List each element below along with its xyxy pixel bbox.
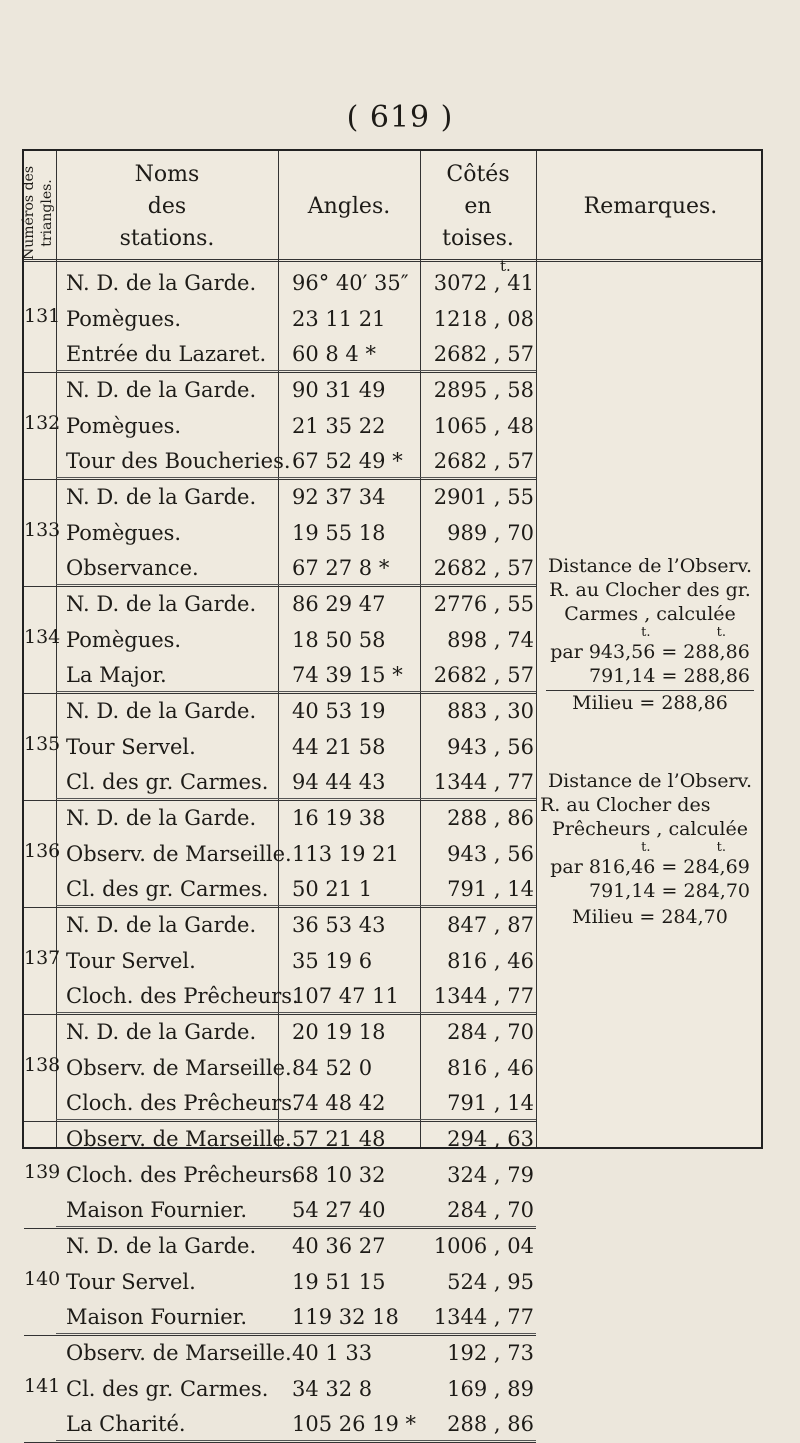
angle-value: 40 36 27 — [292, 1234, 386, 1258]
station-name: Maison Fournier. — [66, 1198, 248, 1222]
station-name: Observ. de Marseille. — [66, 1055, 292, 1080]
row-rule — [56, 798, 536, 799]
side-value: 2682 , 57 — [433, 342, 534, 366]
header-noms-line: des — [147, 194, 187, 219]
station-name: Pomègues. — [66, 627, 182, 652]
remark-line: Distance de l’Observ. — [547, 555, 753, 577]
station-row — [24, 372, 765, 408]
page-number: ( 619 ) — [346, 100, 454, 135]
triangle-number: 133 — [24, 518, 61, 541]
station-name: Pomègues. — [66, 413, 182, 438]
side-value: 2901 , 55 — [433, 485, 534, 509]
station-row — [24, 479, 765, 515]
triangle-number: 140 — [24, 1267, 61, 1290]
row-rule — [56, 370, 536, 371]
angle-value: 40 53 19 — [292, 699, 386, 723]
header-cotes-line: Côtés — [446, 162, 510, 187]
side-value: 288 , 86 — [447, 1412, 534, 1436]
station-row — [24, 1371, 765, 1407]
remark-calc: par 943,56 = 288,86 — [550, 641, 750, 663]
station-row — [24, 1014, 765, 1050]
side-value: 2776 , 55 — [433, 592, 534, 616]
row-rule — [56, 584, 536, 585]
side-value: 524 , 95 — [447, 1269, 534, 1294]
station-row — [24, 1192, 765, 1228]
row-rule — [56, 691, 536, 692]
station-name: Observance. — [66, 556, 199, 580]
side-value: 1006 , 04 — [433, 1234, 534, 1258]
station-name: Cloch. des Prêcheurs. — [66, 984, 299, 1008]
side-value: 1065 , 48 — [433, 413, 534, 438]
side-value: 3072 , 41 — [433, 271, 534, 295]
station-name: N. D. de la Garde. — [66, 592, 257, 616]
side-value: 288 , 86 — [447, 806, 534, 830]
header-rule — [24, 259, 761, 262]
station-name: Entrée du Lazaret. — [66, 342, 267, 366]
station-name: N. D. de la Garde. — [66, 1020, 257, 1044]
station-name: Cl. des gr. Carmes. — [66, 877, 269, 901]
angle-value: 84 52 0 — [292, 1055, 373, 1080]
remark-mean: Milieu = 284,70 — [572, 906, 728, 928]
header-remarques: Remarques. — [583, 194, 718, 219]
row-rule — [56, 477, 536, 478]
side-value: 2682 , 57 — [433, 663, 534, 687]
side-value: 324 , 79 — [447, 1162, 534, 1187]
remark-calc: 791,14 = 288,86 — [589, 665, 750, 687]
station-name: N. D. de la Garde. — [66, 913, 257, 937]
station-name: N. D. de la Garde. — [66, 699, 257, 723]
angle-value: 67 27 8 * — [292, 556, 390, 580]
station-name: La Major. — [66, 663, 167, 687]
side-value: 169 , 89 — [447, 1376, 534, 1401]
angle-value: 86 29 47 — [292, 592, 386, 616]
remark-mean: Milieu = 288,86 — [546, 690, 754, 715]
triangle-number: 137 — [24, 946, 61, 969]
station-name: Pomègues. — [66, 306, 182, 331]
angle-value: 19 55 18 — [292, 520, 386, 545]
triangle-number: 131 — [24, 304, 61, 327]
triangle-number: 134 — [24, 625, 61, 648]
header-angles: Angles. — [307, 194, 391, 219]
remark-calc: par 816,46 = 284,69 — [550, 856, 750, 878]
side-value: 2682 , 57 — [433, 556, 534, 580]
side-value: 943 , 56 — [447, 841, 534, 866]
station-row — [24, 1121, 765, 1157]
side-value: 847 , 87 — [447, 913, 534, 937]
station-name: Cloch. des Prêcheurs. — [66, 1091, 299, 1115]
angle-value: 113 19 21 — [292, 841, 399, 866]
remark-units: t. t. — [641, 840, 726, 855]
station-row — [24, 336, 765, 372]
group-rule — [24, 1442, 536, 1443]
remark-line: Carmes , calculée — [564, 603, 736, 625]
header-noms — [56, 159, 278, 255]
triangle-group — [24, 1335, 765, 1442]
station-row — [24, 1335, 765, 1371]
angle-value: 94 44 43 — [292, 770, 386, 794]
remark-line: R. au Clocher des — [540, 794, 711, 816]
header-numeros: Numéros des triangles. — [21, 166, 55, 261]
side-value: 816 , 46 — [447, 1055, 534, 1080]
station-row — [24, 1085, 765, 1121]
triangle-number: 141 — [24, 1374, 61, 1397]
station-name: Maison Fournier. — [66, 1305, 248, 1329]
angle-value: 74 48 42 — [292, 1091, 386, 1115]
station-name: Observ. de Marseille. — [66, 841, 292, 866]
station-name: Cl. des gr. Carmes. — [66, 770, 269, 794]
angle-value: 16 19 38 — [292, 806, 386, 830]
angle-value: 90 31 49 — [292, 378, 386, 402]
row-rule — [56, 1440, 536, 1441]
angle-value: 40 1 33 — [292, 1341, 373, 1365]
triangle-group — [24, 1228, 765, 1335]
angle-value: 50 21 1 — [292, 877, 373, 901]
station-name: N. D. de la Garde. — [66, 806, 257, 830]
triangle-group — [24, 1121, 765, 1228]
remark-carmes — [540, 554, 760, 715]
station-row — [24, 978, 765, 1014]
side-value: 943 , 56 — [447, 734, 534, 759]
side-value: 791 , 14 — [447, 877, 534, 901]
station-row — [24, 729, 765, 765]
angle-value: 96° 40′ 35″ — [292, 271, 409, 295]
row-rule — [56, 1012, 536, 1013]
triangle-number: 132 — [24, 411, 61, 434]
remark-precheurs — [540, 769, 760, 929]
header-cotes — [420, 159, 536, 255]
triangle-number: 138 — [24, 1053, 61, 1076]
row-rule — [56, 1119, 536, 1120]
row-rule — [56, 1333, 536, 1334]
header-noms-line: stations. — [119, 226, 215, 251]
side-value: 1344 , 77 — [433, 1305, 534, 1329]
station-name: Tour des Boucheries. — [66, 449, 291, 473]
angle-value: 18 50 58 — [292, 627, 386, 652]
angle-value: 23 11 21 — [292, 306, 386, 331]
angle-value: 67 52 49 * — [292, 449, 403, 473]
side-value: 898 , 74 — [447, 627, 534, 652]
angle-value: 119 32 18 — [292, 1305, 399, 1329]
side-value: 284 , 70 — [447, 1198, 534, 1222]
angle-value: 68 10 32 — [292, 1162, 386, 1187]
angle-value: 35 19 6 — [292, 948, 373, 973]
station-name: La Charité. — [66, 1412, 186, 1436]
triangles-table — [21, 149, 763, 1436]
unit-mark: t. — [500, 257, 511, 275]
side-value: 1218 , 08 — [433, 306, 534, 331]
station-name: Cloch. des Prêcheurs. — [66, 1162, 299, 1187]
triangle-group — [24, 265, 765, 372]
station-row — [24, 301, 765, 337]
header-noms-line: Noms — [134, 162, 200, 187]
side-value: 1344 , 77 — [433, 984, 534, 1008]
side-value: 294 , 63 — [447, 1127, 534, 1151]
station-row — [24, 1264, 765, 1300]
triangle-number: 135 — [24, 732, 61, 755]
station-name: Cl. des gr. Carmes. — [66, 1376, 269, 1401]
station-row — [24, 515, 765, 551]
station-name: N. D. de la Garde. — [66, 378, 257, 402]
angle-value: 105 26 19 * — [292, 1412, 417, 1436]
station-name: Tour Servel. — [66, 734, 196, 759]
station-row — [24, 1228, 765, 1264]
header-cotes-line: toises. — [442, 226, 514, 251]
station-row — [24, 443, 765, 479]
station-name: N. D. de la Garde. — [66, 485, 257, 509]
station-name: Pomègues. — [66, 520, 182, 545]
station-row — [24, 408, 765, 444]
remark-line: Distance de l’Observ. — [547, 770, 753, 792]
side-value: 2895 , 58 — [433, 378, 534, 402]
triangle-number: 136 — [24, 839, 61, 862]
side-value: 1344 , 77 — [433, 770, 534, 794]
remark-calc: 791,14 = 284,70 — [589, 880, 750, 902]
angle-value: 44 21 58 — [292, 734, 386, 759]
station-row — [24, 1299, 765, 1335]
angle-value: 74 39 15 * — [292, 663, 403, 687]
side-value: 2682 , 57 — [433, 449, 534, 473]
station-row — [24, 1157, 765, 1193]
angle-value: 54 27 40 — [292, 1198, 386, 1222]
station-row — [24, 1050, 765, 1086]
triangle-group — [24, 372, 765, 479]
remark-line: Prêcheurs , calculée — [552, 818, 748, 840]
side-value: 192 , 73 — [447, 1341, 534, 1365]
angle-value: 21 35 22 — [292, 413, 386, 438]
angle-value: 20 19 18 — [292, 1020, 386, 1044]
station-name: N. D. de la Garde. — [66, 1234, 257, 1258]
side-value: 989 , 70 — [447, 520, 534, 545]
angle-value: 92 37 34 — [292, 485, 386, 509]
station-name: Observ. de Marseille. — [66, 1341, 292, 1365]
remark-units: t. t. — [641, 625, 726, 640]
angle-value: 36 53 43 — [292, 913, 386, 937]
angle-value: 60 8 4 * — [292, 342, 376, 366]
side-value: 816 , 46 — [447, 948, 534, 973]
station-row — [24, 265, 765, 301]
row-rule — [56, 905, 536, 906]
triangle-group — [24, 1014, 765, 1121]
remark-line: R. au Clocher des gr. — [549, 579, 751, 601]
station-row — [24, 943, 765, 979]
side-value: 791 , 14 — [447, 1091, 534, 1115]
side-value: 284 , 70 — [447, 1020, 534, 1044]
station-name: Tour Servel. — [66, 1269, 196, 1294]
station-name: Tour Servel. — [66, 948, 196, 973]
side-value: 883 , 30 — [447, 699, 534, 723]
angle-value: 19 51 15 — [292, 1269, 386, 1294]
row-rule — [56, 1226, 536, 1227]
station-row — [24, 1406, 765, 1442]
angle-value: 107 47 11 — [292, 984, 399, 1008]
station-name: N. D. de la Garde. — [66, 271, 257, 295]
angle-value: 57 21 48 — [292, 1127, 386, 1151]
angle-value: 34 32 8 — [292, 1376, 373, 1401]
triangle-number: 139 — [24, 1160, 61, 1183]
header-cotes-line: en — [464, 194, 492, 219]
station-name: Observ. de Marseille. — [66, 1127, 292, 1151]
